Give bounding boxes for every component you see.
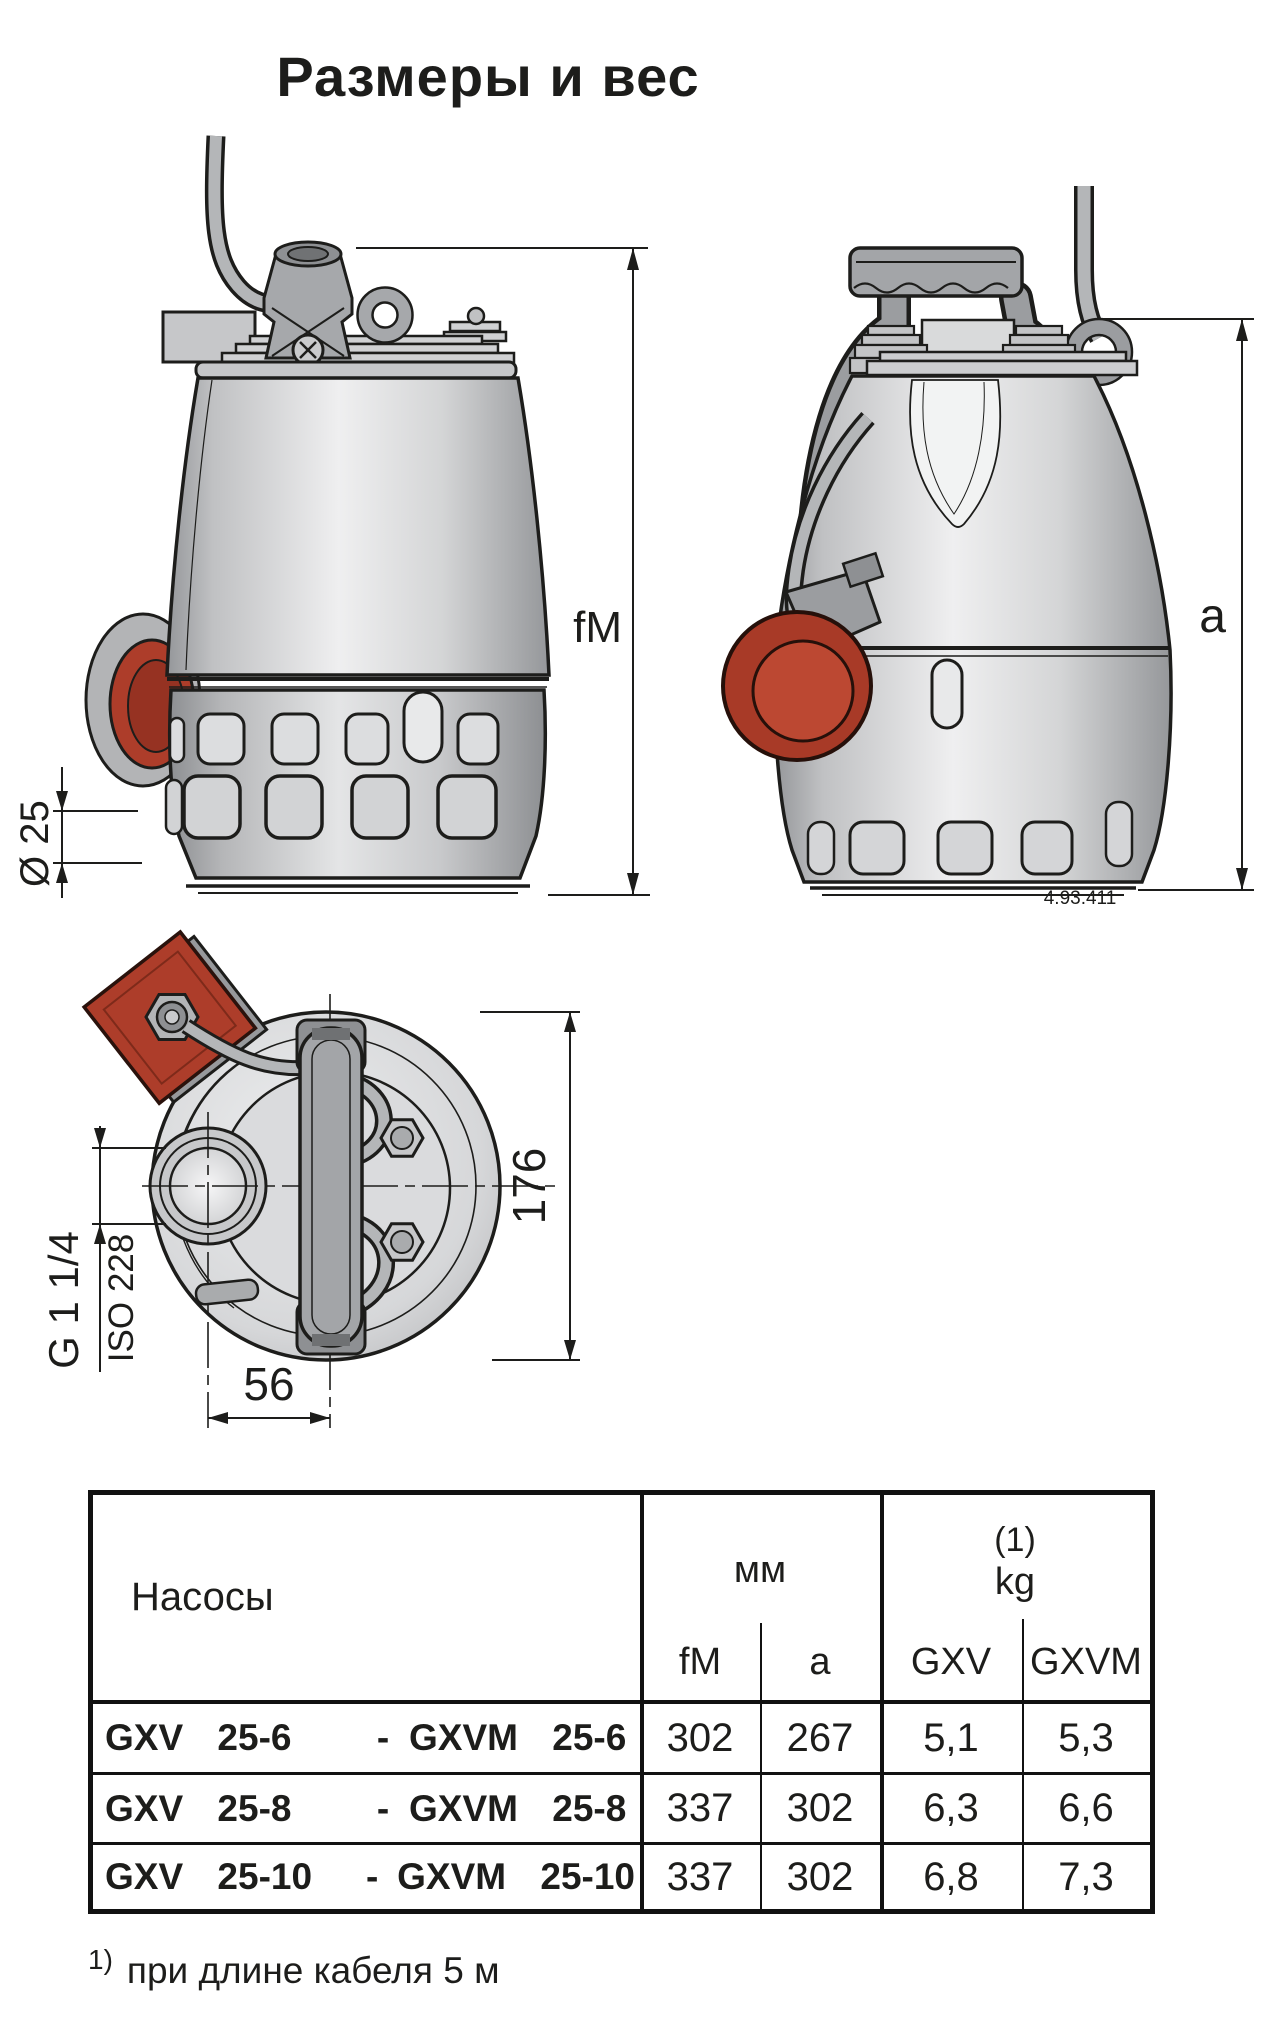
value-gxv-kg bbox=[880, 1845, 1022, 1909]
value-fm-text: 337 bbox=[666, 1786, 734, 1830]
front-cover-plates bbox=[867, 352, 1137, 375]
figure-number: 4.93.411 bbox=[1043, 888, 1117, 909]
footnote-text: при длине кабеля 5 м bbox=[126, 1950, 500, 1991]
subheader-fm-label: fM bbox=[678, 1641, 722, 1683]
footnote-marker: 1) bbox=[88, 1944, 113, 1975]
thread-standard-label: ISO 228 bbox=[102, 1233, 141, 1363]
subheader-gxvm-label: GXVM bbox=[1030, 1641, 1142, 1683]
header-pumps-label: Насосы bbox=[131, 1575, 274, 1619]
table-row-name bbox=[105, 1704, 635, 1772]
value-a bbox=[760, 1845, 880, 1909]
value-a-text: 302 bbox=[786, 1786, 854, 1830]
table-row-name bbox=[105, 1845, 635, 1909]
pump-name-gxv: GXV 25-6 bbox=[105, 1717, 292, 1758]
casing-seam bbox=[167, 679, 549, 687]
header-kg bbox=[880, 1507, 1150, 1617]
value-gxv-text: 6,8 bbox=[923, 1854, 979, 1899]
value-gxvm-kg bbox=[1022, 1704, 1150, 1772]
pump-top-view-drawing bbox=[0, 920, 620, 1440]
page-title: Размеры и вес bbox=[276, 45, 700, 108]
value-gxvm-text: 6,6 bbox=[1058, 1786, 1114, 1830]
name-dash: - bbox=[376, 1787, 390, 1829]
pump-name-gxvm: GXVM 25-8 bbox=[409, 1787, 627, 1829]
header-kg-label: kg bbox=[994, 1560, 1036, 1603]
value-a bbox=[760, 1775, 880, 1842]
value-fm bbox=[640, 1704, 760, 1772]
value-a-text: 267 bbox=[786, 1715, 854, 1760]
port-diameter-label: Ø 25 bbox=[13, 800, 57, 887]
handle-top-view bbox=[297, 1020, 365, 1354]
value-a bbox=[760, 1704, 880, 1772]
handle-grip bbox=[850, 248, 1022, 296]
value-gxvm-kg bbox=[1022, 1775, 1150, 1842]
value-gxv-kg bbox=[880, 1704, 1022, 1772]
table-row-name bbox=[105, 1775, 635, 1842]
value-fm bbox=[640, 1775, 760, 1842]
motor-body bbox=[167, 378, 549, 675]
power-cable-front bbox=[1084, 186, 1099, 338]
footnote bbox=[88, 1944, 500, 1992]
subheader-gxv bbox=[880, 1625, 1022, 1700]
subheader-a bbox=[760, 1625, 880, 1700]
subheader-gxv-label: GXV bbox=[910, 1641, 992, 1683]
value-a-text: 302 bbox=[786, 1854, 854, 1899]
motor-cap bbox=[196, 362, 516, 378]
value-fm-text: 337 bbox=[666, 1854, 734, 1899]
pump-name-gxv: GXV 25-8 bbox=[105, 1787, 292, 1829]
value-fm bbox=[640, 1845, 760, 1909]
thread-label: G 1 1/4 bbox=[40, 1231, 87, 1369]
value-fm-text: 302 bbox=[666, 1715, 734, 1760]
header-mm bbox=[640, 1525, 880, 1615]
header-pumps bbox=[131, 1495, 431, 1726]
value-gxv-kg bbox=[880, 1775, 1022, 1842]
subheader-gxvm bbox=[1022, 1625, 1150, 1700]
value-gxvm-kg bbox=[1022, 1845, 1150, 1909]
name-dash: - bbox=[376, 1717, 390, 1758]
name-dash: - bbox=[365, 1856, 379, 1897]
pump-name-gxvm: GXVM 25-10 bbox=[397, 1856, 635, 1897]
fm-dimension-label: fM bbox=[573, 603, 622, 652]
outer-diameter-label: 176 bbox=[503, 1147, 555, 1225]
base-edge bbox=[186, 886, 530, 893]
offset-dimension-label: 56 bbox=[243, 1358, 295, 1410]
value-gxvm-text: 5,3 bbox=[1058, 1715, 1114, 1760]
header-mm-label: мм bbox=[733, 1548, 787, 1591]
value-gxv-text: 5,1 bbox=[923, 1715, 979, 1760]
value-gxvm-text: 7,3 bbox=[1058, 1854, 1114, 1899]
pump-name-gxvm: GXVM 25-6 bbox=[409, 1717, 627, 1758]
a-dimension-label: a bbox=[1199, 590, 1226, 643]
dimensions-weight-table bbox=[88, 1490, 1155, 1914]
subheader-a-label: a bbox=[809, 1641, 831, 1683]
header-kg-note: (1) bbox=[994, 1520, 1036, 1559]
value-gxv-text: 6,3 bbox=[923, 1786, 979, 1830]
subheader-fm bbox=[640, 1625, 760, 1700]
pump-front-view-drawing bbox=[550, 130, 1276, 920]
pump-name-gxv: GXV 25-10 bbox=[105, 1856, 313, 1897]
